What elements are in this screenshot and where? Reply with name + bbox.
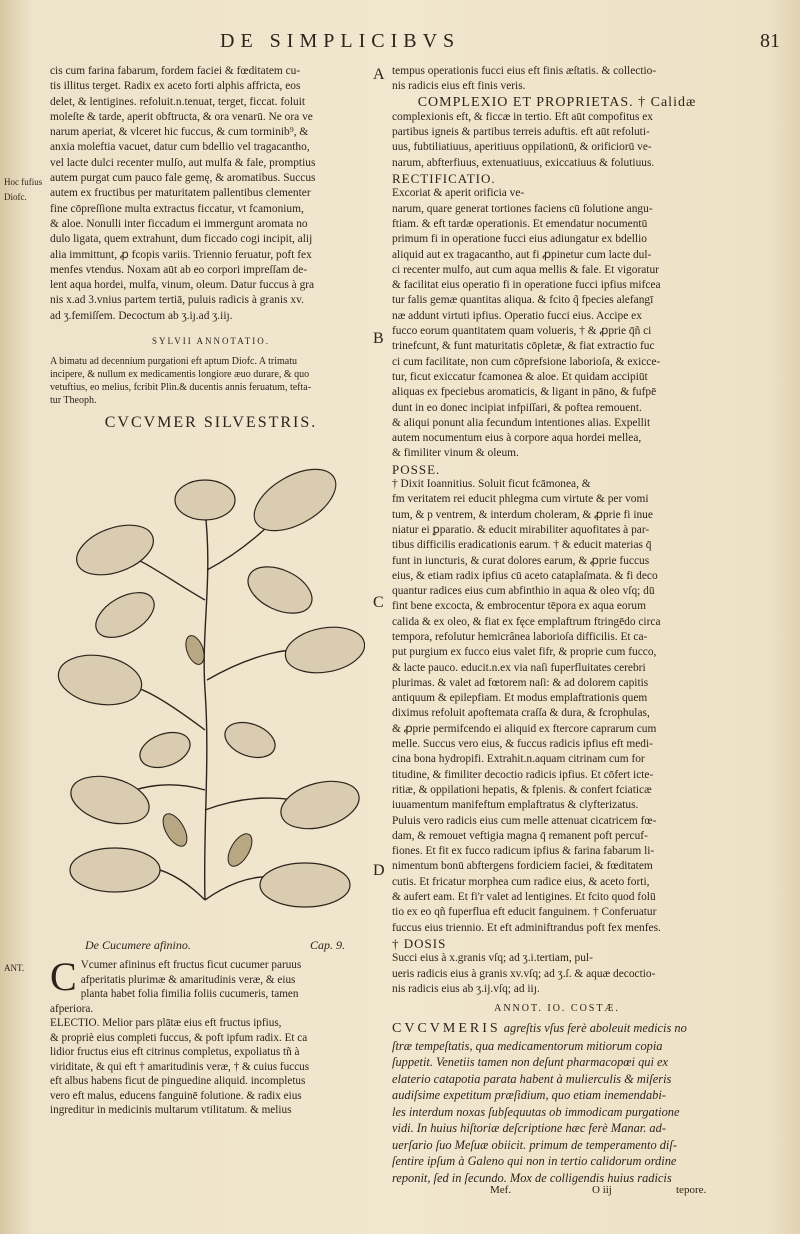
annotation-line: A bimatu ad decennium purgationi eft aptum Diofc. A trimatu [50, 356, 297, 368]
text-line: afperiora. [50, 1002, 94, 1015]
italic-line: les interdum noxas ſubſequutas ob immodicam purgatione [392, 1104, 680, 1119]
right-text-c [392, 186, 722, 461]
plant-title: CVCVMER SILVESTRIS. [104, 414, 318, 432]
text-line: autem purgat cum pauco fale gemę, & aromatibus. Succus [50, 172, 316, 185]
text-line: narum, quare generat tortiones faciens cū folutione angu- [392, 202, 653, 215]
chapter-caption [85, 938, 345, 953]
text-line: quantur radices eius cum abfinthio in aqua & oleo vſq; dū [392, 585, 655, 598]
text-line: fucco eorum quantitatem quam volueris, † & ꝓprie q̄ñ ci [392, 325, 652, 338]
text-line: vero eft malus, educens fanguinē folutione. & radix eius [50, 1089, 302, 1102]
text-line: tur, ficut exiccatur fcamonea & aloe. Et quidam accipiūt [392, 370, 648, 383]
right-column [392, 64, 722, 1186]
right-text-d [392, 477, 722, 936]
text-line: partibus igneis & partibus terreis aduftis. eft aūt refoluti- [392, 126, 650, 139]
margin-note-diosc: Diofc. [4, 192, 27, 202]
text-line: afperitatis plurimæ & amaritudinis veræ, & eius [80, 973, 296, 986]
margin-note-ant: ANT. [4, 963, 25, 973]
text-line: moleſte & tarde, aperit obftructa, & ora venarū. Ne ora ve [50, 110, 313, 123]
italic-line: ſentire ipſum à Galeno qui non in tertio calidorum ordine [392, 1154, 677, 1169]
running-title: DE SIMPLICIBVS [220, 30, 461, 52]
left-column [50, 64, 372, 431]
text-line: narum aperiat, & vlceret hic fuccus, & cum torminib⁹, & [50, 126, 309, 139]
text-line: fint bene excocta, & embrocentur tēpora ex aqua eorum [392, 600, 646, 613]
text-line: complexionis eft, & ficcæ in tertio. Eft aūt compofitus ex [392, 110, 653, 123]
text-line: diximus refoluit apoftemata craſſa & dura, & fcrophulas, [392, 707, 650, 720]
text-line: fm veritatem rei educit phlegma cum virtute & per vomi [392, 493, 649, 506]
text-line: Puluis vero radicis eius cum melle attenuat cicatricem fœ- [392, 814, 657, 827]
text-line: iuuamentum manifeftum emplaftratus & clyfterizatus. [392, 799, 639, 812]
text-line: ELECTIO. Melior pars plātæ eius eft fructus ipfius, [50, 1017, 282, 1029]
text-line: & fimiliter vinum & oleum. [392, 447, 519, 460]
left-lower-lines [50, 954, 368, 1118]
right-text-b [392, 110, 722, 171]
costa-lines [392, 1021, 722, 1186]
text-line: trinefcunt, & funt maturitatis cōpletæ, & fiat extractio fuc [392, 340, 655, 353]
italic-lead-word: CVCVMERIS [392, 1021, 501, 1037]
text-line: & ꝓprie permifcendo ei aliquid ex ftercore caprarum cum [392, 722, 657, 735]
text-line: autem nocumentum eius à corpore aqua hordei mellea, [392, 432, 642, 445]
text-line: & aufert eam. Et fi'r valet ad lentigines. Et fcito quod folū [392, 891, 656, 904]
text-line: Vcumer afininus eft fructus ficut cucumer paruus [80, 959, 302, 971]
text-line: & propriè eius completi fuccus, & poft ipfum radix. Et ca [50, 1031, 308, 1044]
text-line: fiones. Et fit ex fucco radicum ipfius & farina fabarum li- [392, 845, 655, 858]
chapter-number: Cap. 9. [309, 938, 345, 952]
page-number: 81 [760, 30, 780, 52]
text-line: anxia moleftia vacuet, datur cum bdellio vel tragacantho, [50, 141, 310, 154]
text-line: menfes vtendus. Noxam aūt ab eo corpori impreſſam de- [50, 263, 308, 276]
complexio-heading: COMPLEXIO ET PROPRIETAS. † Calidæ [417, 94, 697, 110]
dosis-heading: † DOSIS [392, 935, 447, 951]
text-line: uus, fubtiliatiuus, aperitiuus oppilationū, & orificiorū ve- [392, 141, 652, 154]
text-line: aliquas ex fpeciebus aromaticis, & ligant in pāno, & fufpē [392, 386, 657, 399]
italic-line: ſtræ tempeſtatis, qua medicamentorum mitiorum copia [392, 1038, 663, 1053]
text-line: nis x.ad 3.vnius partem tertiā, puluis radicis à granis xv. [50, 294, 304, 307]
posse-heading: POSSE. [392, 461, 441, 477]
text-line: † Dixit Ioannitius. Soluit ficut fcāmonea, & [392, 478, 591, 491]
text-line: dunt in eo donec incipiat infpiſſari, & poftea remouent. [392, 401, 642, 414]
annotation-text [50, 355, 372, 407]
italic-line: uerſario ſuo Meſuæ obiicit. primum de temperamento diſ- [392, 1137, 677, 1152]
text-line: titudine, & fimiliter decoctio radicis ipfius. Et cōfert icte- [392, 768, 654, 781]
text-line: alia immittunt, ꝓ fcopis variis. Triennio feruatur, poft fex [50, 248, 312, 261]
text-line: eius, & etiam radix ipfius cū aceto cataplaſmata. & fi deco [392, 569, 658, 582]
text-line: ueris radicis eius à granis xv.vſq; ad ʒ.ſ. & aquæ decoctio- [392, 967, 656, 980]
text-line: fine cōpreſſione multa extractus ficcatur, vt fcamonium, [50, 202, 304, 215]
text-line: autem ex fructibus per maturitatem pallentibus clementer [50, 187, 311, 200]
margin-letter-c: C [373, 594, 384, 611]
text-line: ad ʒ.femiſſem. Decoctum ab ʒ.iȷ.ad ʒ.iiȷ. [50, 309, 233, 322]
text-line: ftiam. & eft tardæ operationis. Et emendatur nocumentū [392, 217, 648, 230]
text-line: tibus difficilis eradicationis earum. † & educit materias q̄ [392, 539, 652, 552]
text-line: funt in iuncturis, & curat dolores earum, & ꝓprie fuccus [392, 554, 650, 567]
annotation-line: incipere, & nullum ex medicamentis longiore æuo durare, & quo [50, 369, 310, 381]
annotation-line: vetuftius, eo melius, fcribit Plin.& ducentis annis feruatum, tefta- [50, 382, 312, 394]
text-line: & facilitat eius operatio fi in operatione fucci ipfius mifcea [392, 279, 661, 292]
text-line: ingreditur in medicinis multarum vtilitatum. & melius [50, 1104, 292, 1116]
catchword-left: Mef. [490, 1184, 512, 1196]
text-line: cis cum farina fabarum, fordem faciei & fœditatem cu- [50, 65, 301, 77]
catchword-right: tepore. [676, 1184, 707, 1196]
margin-note-hoc-fusius: Hoc fufius [4, 177, 43, 187]
right-text-a [392, 64, 722, 95]
text-line: tempora, refolutur hemicrânea laborioſa difficilis. Et ca- [392, 630, 648, 643]
text-line: Succi eius à x.granis vſq; ad ʒ.i.tertiam, pul- [392, 952, 593, 965]
text-line: vel lacte dulci recenter mulſo, aut mulfa & fale, promptius [50, 156, 316, 169]
text-line: put purgium ex fucco eius valet fifr, & proprie cum fucco, [392, 646, 657, 659]
text-line: & aliqui ponunt alia fecundum intentiones alias. Expellit [392, 416, 651, 429]
annotation-title: SYLVII ANNOTATIO. [152, 336, 270, 347]
text-line: nimentum bonū abftergens fordiciem faciei, & fœditatem [392, 860, 653, 873]
text-line: Excoriat & aperit orificia ve- [392, 187, 525, 200]
text-line: antiquum & epilepfiam. Et modus emplaftrationis quem [392, 692, 648, 705]
text-line: ci recenter mulfo, aut cum aqua mellis & fale. Et vigoratur [392, 263, 659, 276]
text-line: dam, & remouet veftigia magna q̄ remanent poft percuf- [392, 829, 648, 842]
text-line: tio ex eo qñ fuperflua eft educit fanguinem. † Conferuatur [392, 906, 657, 919]
text-line: tur falis gemæ quantitas aliqua. & fcito q̃ fpecies alefangī [392, 294, 654, 307]
text-line: eft albus habens ficut de pinguedine aliquid. incompletus [50, 1075, 306, 1087]
italic-line: audiſsime expetitum præſidium, quo etiam inemendabi- [392, 1088, 666, 1103]
text-line: primum fi in operatione fucci eius adiungatur ex bdellio [392, 233, 647, 246]
text-line: dulo ligata, quem extrahunt, dum ficcado cogi incipit, alij [50, 233, 313, 246]
text-line: cutis. Et fricatur morphea cum radice eius, & aceto forti, [392, 875, 650, 888]
margin-letter-b: B [373, 330, 384, 347]
right-text-e [392, 951, 722, 997]
italic-line: ſuppetit. Venetiis tamen non deſunt pharmacopœi qui ex [392, 1055, 668, 1070]
drop-cap: C [50, 954, 77, 999]
text-line: nis radicis eius ab ʒ.ij.vſq; ad iiȷ. [392, 982, 540, 995]
text-line: delet, & lentigines. refoluit.n.tenuat, terget, ficcat. foluit [50, 95, 306, 108]
left-text-block [50, 64, 372, 324]
text-line: narum, abfterfiuus, extenuatiuus, exiccatiuus & folutiuus. [392, 156, 655, 169]
cucumber-plant-illustration [55, 430, 365, 920]
text-line: & lacte pauco. educit.n.ex via naſi fuperfluitates cerebri [392, 661, 646, 674]
italic-line: agreſtis vſus ferè aboleuit medicis no [503, 1021, 687, 1036]
text-line: calida & ex oleo, & fiat ex fęce emplaftrum ftringēdo circa [392, 615, 661, 628]
rectificatio-heading: RECTIFICATIO. [392, 171, 496, 187]
text-line: nis radicis eius eft finis veris. [392, 80, 526, 93]
text-line: & aloe. Nonulli inter ficcadum ei immergunt aromata no [50, 217, 308, 230]
text-line: aliquid aut ex tragacantho, aut fi ꝓpinetur cum lacte dul- [392, 248, 652, 261]
text-line: cina bona hydropifi. Extrahit.n.aquam citrinam cum for [392, 753, 645, 766]
italic-line: vidi. In huius hiſtoriæ deſcriptione hæc ferè Manar. ad- [392, 1121, 666, 1136]
text-line: lidior fructus eius eft citrinus completus, expoliatus tñ à [50, 1046, 300, 1058]
margin-letter-a: A [373, 66, 385, 83]
signature-mark: O iij [592, 1184, 612, 1196]
margin-letter-d: D [373, 862, 385, 879]
left-lower-text [50, 954, 368, 1118]
text-line: fuccus eius triennio. Et eft adminiftrandus poft fex menfes. [392, 921, 661, 934]
chapter-name: De Cucumere afinino. [85, 938, 191, 952]
text-line: lent aqua hordei, mulfa, vinum, oleum. Datur fuccus à gra [50, 279, 315, 292]
text-line: tum, & p ventrem, & interdum choleram, & ꝓprie fi inue [392, 508, 653, 521]
costa-annotation [392, 1020, 722, 1186]
annotation-line: tur Theoph. [50, 395, 97, 407]
annot-costae-title: ANNOT. IO. COSTÆ. [494, 1003, 620, 1015]
text-line: viriditate, & qui eft † amaritudinis veræ, † & cuius fuccus [50, 1060, 310, 1073]
text-line: melle. Succus vero eius, & fuccus radicis ipfius eft medi- [392, 738, 653, 751]
text-line: næ addunt virtuti ipfius. Operatio fucci eius. Accipe ex [392, 309, 642, 322]
text-line: ci cum facilitate, non cum cōprefsione laborioſa, & exicce- [392, 355, 661, 368]
text-line: plurimas. & valet ad fœtorem naſi: & ad dolorem capitis [392, 676, 649, 689]
text-line: planta habet folia fimilia foliis cucumeris, tamen [80, 988, 299, 1000]
text-line: tis illitus terget. Radix ex aceto forti alphis affricta, eos [50, 80, 301, 93]
italic-line: reponit, ſed in ſecundo. Mox de colligendis huius radicis [392, 1170, 672, 1185]
text-line: ritiæ, & oppilationi hepatis, & fplenis. & confert fciaticæ [392, 783, 652, 796]
italic-line: elaterio catapotia parata habent à mulierculis & miſeris [392, 1071, 672, 1086]
text-line: tempus operationis fucci eius eft finis æſtatis. & collectio- [392, 65, 657, 77]
text-line: niatur ei ꝑparatio. & educit mirabiliter aquofitates à par- [392, 523, 650, 536]
